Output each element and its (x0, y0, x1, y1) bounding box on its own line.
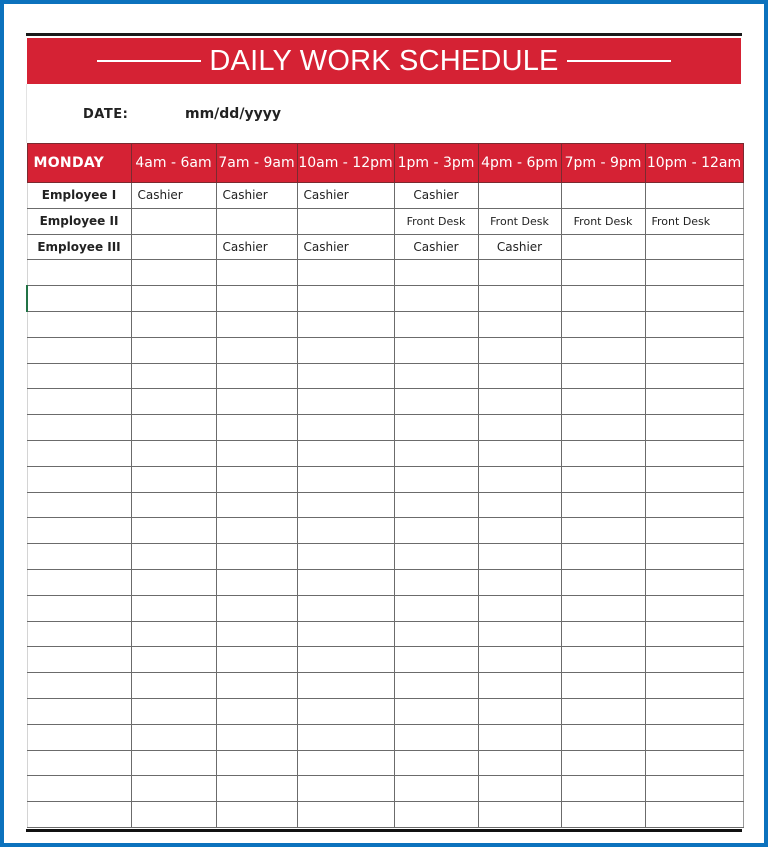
table-row (27, 595, 743, 621)
employee-name-cell[interactable]: Employee I (27, 183, 131, 209)
time-slot-header[interactable]: 4pm - 6pm (478, 144, 561, 183)
shift-cell[interactable] (394, 569, 478, 595)
shift-cell[interactable] (478, 311, 561, 337)
shift-cell[interactable] (561, 311, 645, 337)
shift-cell[interactable] (297, 544, 394, 570)
shift-cell[interactable] (216, 208, 297, 234)
shift-cell[interactable] (645, 595, 743, 621)
shift-cell[interactable] (297, 260, 394, 286)
shift-cell[interactable] (561, 492, 645, 518)
employee-name-cell[interactable] (27, 544, 131, 570)
shift-cell[interactable] (297, 621, 394, 647)
shift-cell[interactable] (394, 260, 478, 286)
shift-cell[interactable] (297, 286, 394, 312)
employee-name-cell[interactable] (27, 311, 131, 337)
shift-cell[interactable] (131, 337, 216, 363)
shift-cell[interactable] (394, 544, 478, 570)
shift-cell[interactable] (131, 647, 216, 673)
time-slot-header[interactable]: 4am - 6am (131, 144, 216, 183)
shift-cell[interactable] (216, 802, 297, 828)
shift-cell[interactable] (478, 595, 561, 621)
shift-cell[interactable] (394, 776, 478, 802)
shift-cell[interactable] (216, 569, 297, 595)
shift-cell[interactable] (561, 673, 645, 699)
shift-cell[interactable]: Front Desk (394, 208, 478, 234)
shift-cell[interactable] (297, 595, 394, 621)
shift-cell[interactable] (561, 415, 645, 441)
shift-cell[interactable] (645, 750, 743, 776)
employee-name-cell[interactable] (27, 647, 131, 673)
employee-name-cell[interactable] (27, 673, 131, 699)
top-rule (26, 33, 742, 36)
shift-cell[interactable] (394, 647, 478, 673)
title-rule-left (97, 60, 201, 62)
shift-cell[interactable] (645, 621, 743, 647)
shift-cell[interactable] (645, 544, 743, 570)
shift-cell[interactable] (561, 569, 645, 595)
shift-cell[interactable] (216, 647, 297, 673)
shift-cell[interactable] (131, 673, 216, 699)
shift-cell[interactable] (131, 492, 216, 518)
employee-name-cell[interactable] (27, 286, 131, 312)
table-row (27, 260, 743, 286)
employee-name-cell[interactable] (27, 492, 131, 518)
shift-cell[interactable] (216, 363, 297, 389)
shift-cell[interactable] (297, 208, 394, 234)
table-row (27, 311, 743, 337)
shift-cell[interactable] (478, 286, 561, 312)
shift-cell[interactable] (478, 544, 561, 570)
employee-name-cell[interactable] (27, 750, 131, 776)
shift-cell[interactable] (561, 183, 645, 209)
shift-cell[interactable] (394, 492, 478, 518)
date-label: DATE: (83, 107, 129, 122)
shift-cell[interactable] (645, 698, 743, 724)
shift-cell[interactable] (297, 363, 394, 389)
time-slot-header[interactable]: 7pm - 9pm (561, 144, 645, 183)
shift-cell[interactable] (131, 311, 216, 337)
shift-cell[interactable] (478, 750, 561, 776)
shift-cell[interactable] (394, 724, 478, 750)
shift-cell[interactable] (561, 802, 645, 828)
shift-cell[interactable] (645, 776, 743, 802)
table-row (27, 776, 743, 802)
schedule-sheet (26, 33, 742, 832)
shift-cell[interactable] (216, 595, 297, 621)
shift-cell[interactable] (561, 260, 645, 286)
table-row (27, 518, 743, 544)
shift-cell[interactable] (216, 776, 297, 802)
shift-cell[interactable] (394, 286, 478, 312)
shift-cell[interactable] (645, 286, 743, 312)
shift-cell[interactable] (297, 776, 394, 802)
shift-cell[interactable] (394, 440, 478, 466)
shift-cell[interactable] (216, 518, 297, 544)
shift-cell[interactable] (645, 466, 743, 492)
shift-cell[interactable] (645, 647, 743, 673)
page-title: DAILY WORK SCHEDULE (209, 44, 559, 77)
shift-cell[interactable] (394, 311, 478, 337)
shift-cell[interactable] (131, 286, 216, 312)
shift-cell[interactable] (297, 698, 394, 724)
shift-cell[interactable] (561, 750, 645, 776)
shift-cell[interactable] (561, 337, 645, 363)
shift-cell[interactable]: Front Desk (561, 208, 645, 234)
shift-cell[interactable] (478, 492, 561, 518)
shift-cell[interactable] (216, 750, 297, 776)
employee-name-cell[interactable] (27, 698, 131, 724)
bottom-rule (26, 829, 742, 832)
shift-cell[interactable] (478, 363, 561, 389)
shift-cell[interactable] (297, 724, 394, 750)
shift-cell[interactable] (297, 492, 394, 518)
table-row (27, 569, 743, 595)
date-field[interactable]: mm/dd/yyyy (185, 106, 281, 122)
shift-cell[interactable] (561, 724, 645, 750)
time-slot-header[interactable]: 10pm - 12am (645, 144, 743, 183)
table-row (27, 673, 743, 699)
employee-name-cell[interactable] (27, 415, 131, 441)
shift-cell[interactable] (131, 415, 216, 441)
shift-cell[interactable] (297, 802, 394, 828)
shift-cell[interactable] (131, 595, 216, 621)
shift-cell[interactable] (216, 621, 297, 647)
shift-cell[interactable] (394, 698, 478, 724)
shift-cell[interactable] (561, 621, 645, 647)
shift-cell[interactable] (297, 415, 394, 441)
table-row (27, 647, 743, 673)
shift-cell[interactable] (131, 260, 216, 286)
shift-cell[interactable] (645, 234, 743, 260)
header-row (27, 144, 743, 183)
shift-cell[interactable] (645, 415, 743, 441)
shift-cell[interactable] (131, 569, 216, 595)
shift-cell[interactable] (645, 492, 743, 518)
shift-cell[interactable] (394, 802, 478, 828)
shift-cell[interactable] (216, 389, 297, 415)
table-row (27, 802, 743, 828)
shift-cell[interactable] (561, 234, 645, 260)
shift-cell[interactable] (478, 518, 561, 544)
employee-name-cell[interactable] (27, 440, 131, 466)
shift-cell[interactable] (216, 673, 297, 699)
shift-cell[interactable] (645, 183, 743, 209)
shift-cell[interactable] (394, 595, 478, 621)
time-slot-header[interactable]: 1pm - 3pm (394, 144, 478, 183)
shift-cell[interactable] (394, 673, 478, 699)
table-row (27, 440, 743, 466)
shift-cell[interactable] (297, 750, 394, 776)
shift-cell[interactable] (645, 724, 743, 750)
shift-cell[interactable] (131, 234, 216, 260)
shift-cell[interactable] (478, 183, 561, 209)
shift-cell[interactable] (131, 389, 216, 415)
shift-cell[interactable] (478, 337, 561, 363)
table-row (27, 466, 743, 492)
shift-cell[interactable]: Cashier (394, 183, 478, 209)
shift-cell[interactable] (394, 466, 478, 492)
table-row (27, 750, 743, 776)
shift-cell[interactable] (131, 802, 216, 828)
shift-cell[interactable] (561, 363, 645, 389)
shift-cell[interactable] (645, 440, 743, 466)
table-row (27, 183, 743, 209)
shift-cell[interactable] (645, 311, 743, 337)
employee-name-cell[interactable] (27, 569, 131, 595)
table-row (27, 389, 743, 415)
employee-name-cell[interactable] (27, 724, 131, 750)
employee-name-cell[interactable] (27, 337, 131, 363)
date-row (26, 84, 742, 143)
shift-cell[interactable] (297, 311, 394, 337)
shift-cell[interactable] (561, 440, 645, 466)
shift-cell[interactable] (561, 286, 645, 312)
shift-cell[interactable] (478, 621, 561, 647)
shift-cell[interactable] (394, 518, 478, 544)
shift-cell[interactable] (216, 466, 297, 492)
employee-name-cell[interactable] (27, 595, 131, 621)
shift-cell[interactable] (131, 440, 216, 466)
shift-cell[interactable] (216, 337, 297, 363)
table-row (27, 698, 743, 724)
shift-cell[interactable] (478, 698, 561, 724)
shift-cell[interactable] (478, 569, 561, 595)
employee-name-cell[interactable]: Employee III (27, 234, 131, 260)
table-row (27, 208, 743, 234)
shift-cell[interactable] (216, 440, 297, 466)
shift-cell[interactable]: Cashier (297, 234, 394, 260)
shift-cell[interactable] (131, 724, 216, 750)
table-row (27, 621, 743, 647)
shift-cell[interactable] (645, 260, 743, 286)
shift-cell[interactable] (478, 802, 561, 828)
shift-cell[interactable] (478, 776, 561, 802)
table-row (27, 286, 743, 312)
shift-cell[interactable] (131, 698, 216, 724)
shift-cell[interactable] (478, 724, 561, 750)
table-row (27, 724, 743, 750)
table-row (27, 363, 743, 389)
shift-cell[interactable] (478, 647, 561, 673)
employee-name-cell[interactable] (27, 389, 131, 415)
employee-name-cell[interactable] (27, 260, 131, 286)
employee-name-cell[interactable] (27, 776, 131, 802)
table-row (27, 415, 743, 441)
shift-cell[interactable] (561, 595, 645, 621)
shift-cell[interactable]: Cashier (216, 234, 297, 260)
shift-cell[interactable] (645, 363, 743, 389)
shift-cell[interactable] (297, 466, 394, 492)
shift-cell[interactable] (131, 750, 216, 776)
shift-cell[interactable] (216, 286, 297, 312)
shift-cell[interactable] (131, 621, 216, 647)
shift-cell[interactable] (478, 440, 561, 466)
shift-cell[interactable] (131, 776, 216, 802)
shift-cell[interactable] (478, 673, 561, 699)
shift-cell[interactable]: Cashier (216, 183, 297, 209)
shift-cell[interactable] (216, 724, 297, 750)
table-row (27, 234, 743, 260)
shift-cell[interactable] (297, 569, 394, 595)
shift-cell[interactable] (394, 750, 478, 776)
shift-cell[interactable] (478, 389, 561, 415)
shift-cell[interactable] (216, 415, 297, 441)
table-row (27, 337, 743, 363)
employee-name-cell[interactable] (27, 466, 131, 492)
title-rule-right (567, 60, 671, 62)
shift-cell[interactable] (561, 466, 645, 492)
shift-cell[interactable] (645, 518, 743, 544)
shift-cell[interactable] (394, 337, 478, 363)
employee-name-cell[interactable] (27, 518, 131, 544)
shift-cell[interactable] (561, 647, 645, 673)
shift-cell[interactable] (131, 544, 216, 570)
shift-cell[interactable] (561, 389, 645, 415)
employee-name-cell[interactable] (27, 802, 131, 828)
employee-name-cell[interactable] (27, 621, 131, 647)
shift-cell[interactable] (645, 389, 743, 415)
shift-cell[interactable] (131, 518, 216, 544)
shift-cell[interactable]: Cashier (131, 183, 216, 209)
shift-cell[interactable] (297, 337, 394, 363)
shift-cell[interactable] (561, 518, 645, 544)
shift-cell[interactable]: Front Desk (645, 208, 743, 234)
shift-cell[interactable] (561, 776, 645, 802)
shift-cell[interactable] (394, 363, 478, 389)
shift-cell[interactable] (297, 518, 394, 544)
shift-cell[interactable] (394, 415, 478, 441)
day-header[interactable]: MONDAY (27, 144, 131, 183)
shift-cell[interactable] (216, 698, 297, 724)
shift-cell[interactable]: Front Desk (478, 208, 561, 234)
employee-name-cell[interactable]: Employee II (27, 208, 131, 234)
table-row (27, 544, 743, 570)
shift-cell[interactable]: Cashier (478, 234, 561, 260)
document-frame (4, 4, 764, 843)
shift-cell[interactable] (645, 337, 743, 363)
shift-cell[interactable] (394, 389, 478, 415)
shift-cell[interactable] (478, 260, 561, 286)
shift-cell[interactable] (297, 389, 394, 415)
title-banner (27, 38, 741, 84)
shift-cell[interactable] (561, 698, 645, 724)
shift-cell[interactable] (645, 673, 743, 699)
shift-cell[interactable] (131, 466, 216, 492)
shift-cell[interactable]: Cashier (297, 183, 394, 209)
shift-cell[interactable] (131, 208, 216, 234)
shift-cell[interactable] (216, 260, 297, 286)
shift-cell[interactable] (394, 621, 478, 647)
shift-cell[interactable] (216, 544, 297, 570)
shift-cell[interactable] (131, 363, 216, 389)
table-row (27, 492, 743, 518)
shift-cell[interactable] (645, 569, 743, 595)
employee-name-cell[interactable] (27, 363, 131, 389)
shift-cell[interactable] (478, 466, 561, 492)
shift-cell[interactable]: Cashier (394, 234, 478, 260)
time-slot-header[interactable]: 7am - 9am (216, 144, 297, 183)
shift-cell[interactable] (216, 492, 297, 518)
shift-cell[interactable] (561, 544, 645, 570)
time-slot-header[interactable]: 10am - 12pm (297, 144, 394, 183)
shift-cell[interactable] (297, 673, 394, 699)
shift-cell[interactable] (297, 647, 394, 673)
shift-cell[interactable] (645, 802, 743, 828)
shift-cell[interactable] (478, 415, 561, 441)
shift-cell[interactable] (216, 311, 297, 337)
schedule-table (26, 143, 744, 828)
shift-cell[interactable] (297, 440, 394, 466)
